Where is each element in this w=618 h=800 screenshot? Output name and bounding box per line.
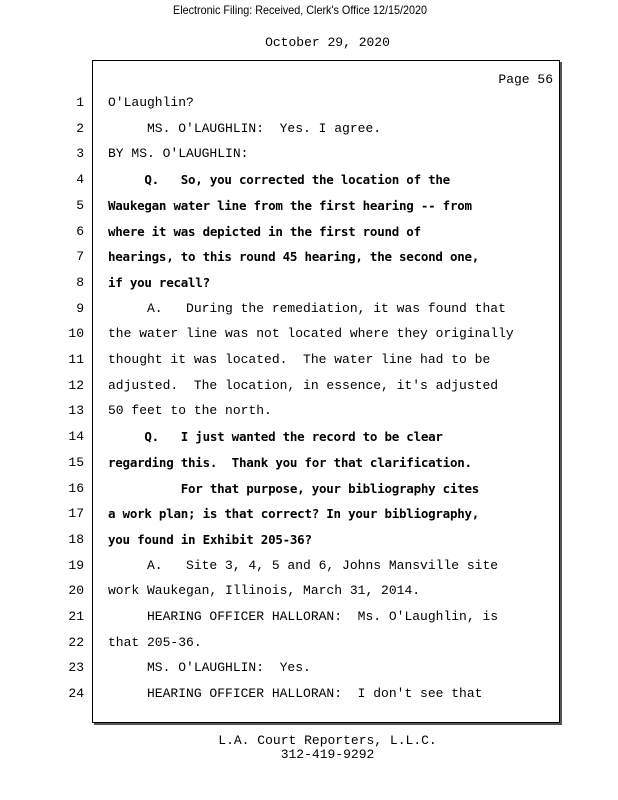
line-text: Q. I just wanted the record to be clear: [108, 429, 443, 445]
line-text: regarding this. Thank you for that clarification.: [108, 454, 472, 470]
line-text: MS. O'LAUGHLIN: Yes. I agree.: [108, 120, 382, 136]
line-text: thought it was located. The water line had to be: [108, 352, 491, 367]
line-text: For that purpose, your bibliography cites: [108, 480, 480, 496]
line-text: adjusted. The location, in essence, it's adjusted: [108, 377, 499, 393]
line-number: 2: [76, 120, 84, 136]
line-number: 5: [76, 197, 84, 213]
line-number: 21: [68, 609, 84, 624]
line-number: 20: [68, 583, 84, 599]
line-text: if you recall?: [108, 274, 210, 290]
line-number: 1: [76, 95, 84, 110]
transcript-date: October 29, 2020: [265, 35, 390, 50]
line-number: 6: [76, 223, 84, 239]
line-number: 4: [76, 172, 84, 188]
line-text: 50 feet to the north.: [108, 403, 272, 419]
line-text: that 205-36.: [108, 634, 202, 650]
line-number: 13: [68, 403, 84, 419]
line-text: O'Laughlin?: [108, 95, 194, 110]
footer-phone: 312-419-9292: [280, 747, 375, 762]
filing-stamp: Electronic Filing: Received, Clerk's Office 12/15/2020: [173, 3, 427, 17]
footer-company: L.A. Court Reporters, L.L.C.: [218, 733, 437, 748]
line-number: 23: [68, 660, 84, 676]
line-number: 9: [76, 300, 84, 316]
line-number: 3: [76, 146, 84, 162]
line-number: 11: [68, 352, 84, 367]
line-number: 8: [76, 274, 84, 290]
line-text: work Waukegan, Illinois, March 31, 2014.: [108, 583, 421, 599]
line-number: 24: [68, 686, 84, 702]
line-text: the water line was not located where they originally: [108, 326, 514, 342]
line-number: 10: [68, 326, 84, 342]
line-text: Waukegan water line from the first hearing -- from: [108, 197, 472, 213]
line-number: 12: [68, 377, 84, 393]
page-number: Page 56: [498, 72, 553, 87]
line-text: you found in Exhibit 205-36?: [108, 531, 312, 547]
line-text: hearings, to this round 45 hearing, the second one,: [108, 249, 480, 265]
line-text: Q. So, you corrected the location of the: [108, 172, 450, 188]
line-text: HEARING OFFICER HALLORAN: I don't see that: [108, 686, 483, 702]
line-number: 19: [68, 557, 84, 573]
line-text: a work plan; is that correct? In your bibliography,: [108, 506, 480, 522]
line-text: MS. O'LAUGHLIN: Yes.: [108, 660, 311, 676]
line-number: 16: [68, 480, 84, 496]
line-number: 14: [68, 429, 84, 445]
line-number: 17: [68, 506, 84, 522]
line-number: 15: [68, 454, 84, 470]
line-number: 7: [76, 249, 84, 265]
line-text: BY MS. O'LAUGHLIN:: [108, 146, 249, 162]
line-text: A. During the remediation, it was found that: [108, 300, 506, 316]
line-text: where it was depicted in the first round of: [108, 223, 421, 239]
line-number: 18: [68, 531, 84, 547]
line-text: HEARING OFFICER HALLORAN: Ms. O'Laughlin, is: [108, 609, 499, 624]
line-text: A. Site 3, 4, 5 and 6, Johns Mansville site: [108, 557, 499, 573]
line-number: 22: [68, 634, 84, 650]
